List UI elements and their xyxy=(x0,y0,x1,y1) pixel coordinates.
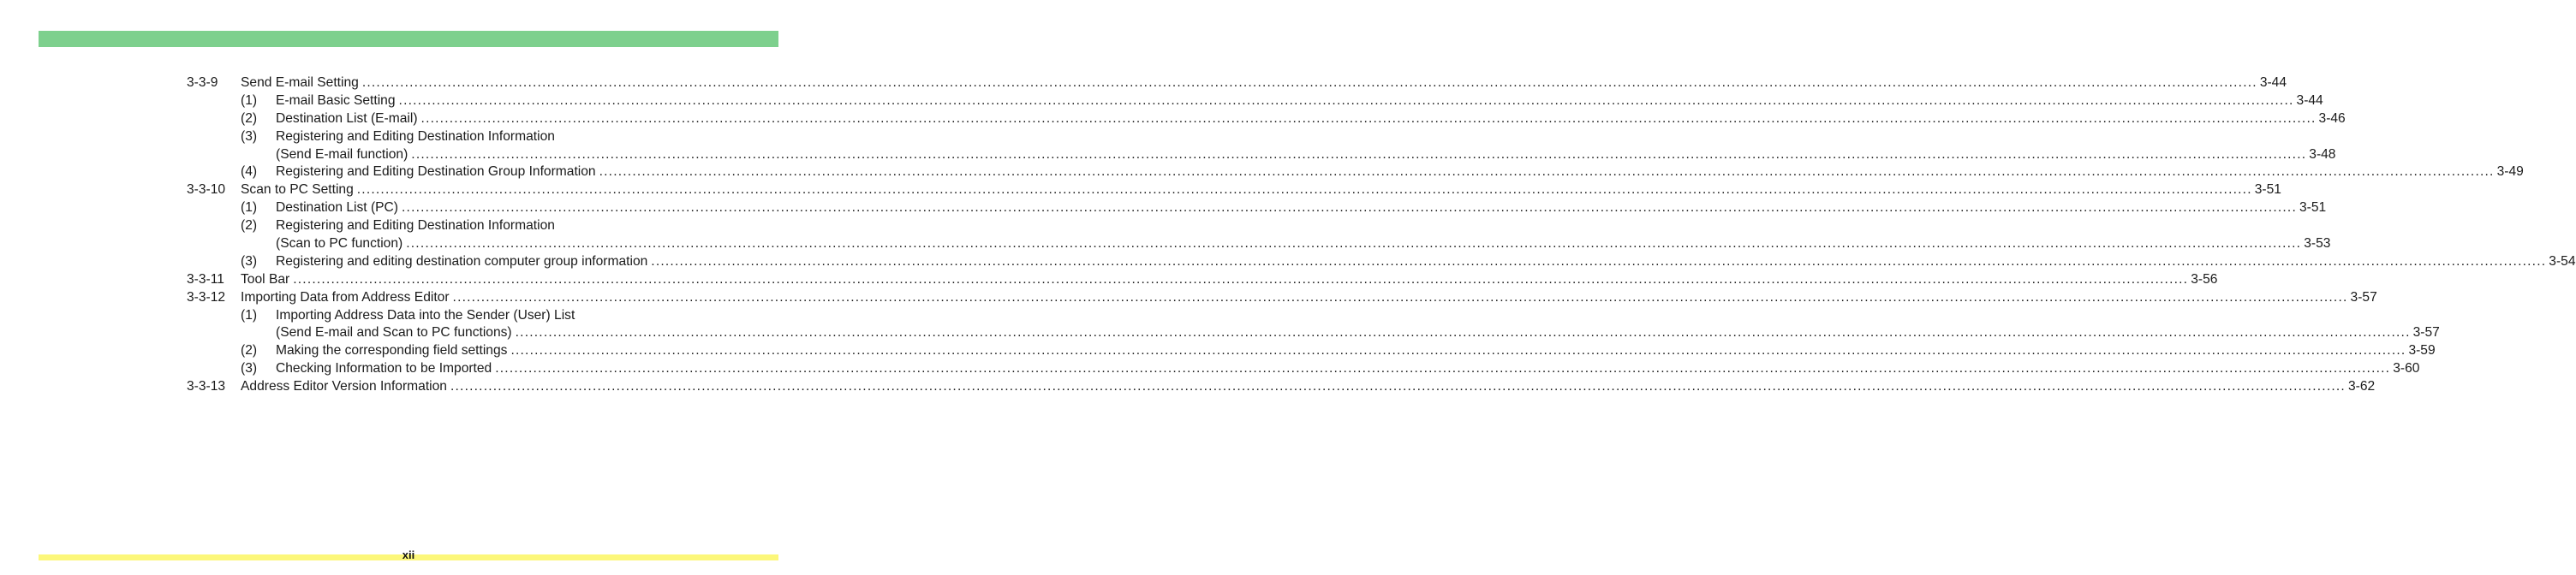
toc-entry xyxy=(187,360,2420,378)
dot-leader: ................................................................................................................................................................................................................................................................................................................................................................................................................ xyxy=(406,236,2302,252)
dot-leader: ................................................................................................................................................................................................................................................................................................................................................................................................................ xyxy=(402,200,2297,216)
dot-leader: ................................................................................................................................................................................................................................................................................................................................................................................................................ xyxy=(495,361,2391,376)
page-reference: 3-56 xyxy=(2191,271,2218,287)
table-of-contents xyxy=(187,74,2576,396)
page-reference: 3-60 xyxy=(2393,361,2420,376)
dot-leader: ................................................................................................................................................................................................................................................................................................................................................................................................................ xyxy=(361,75,2257,90)
subsection-number: (2) xyxy=(241,343,258,359)
subsection-number: (1) xyxy=(241,200,258,216)
entry-title: Address Editor Version Information xyxy=(241,379,447,394)
toc-entry xyxy=(187,128,750,146)
subsection-number: (3) xyxy=(241,361,258,376)
page-reference: 3-57 xyxy=(2412,325,2440,341)
toc-entry xyxy=(187,342,2436,360)
section-number: 3-3-9 xyxy=(187,75,218,90)
toc-entry xyxy=(187,163,2524,181)
page-reference: 3-46 xyxy=(2318,110,2346,126)
subsection-number: (2) xyxy=(241,110,258,126)
page-reference: 3-51 xyxy=(2299,200,2327,216)
page-reference: 3-53 xyxy=(2304,236,2331,252)
dot-leader: ................................................................................................................................................................................................................................................................................................................................................................................................................ xyxy=(651,253,2547,269)
entry-title: Registering and Editing Destination Information xyxy=(276,128,555,144)
dot-leader: ................................................................................................................................................................................................................................................................................................................................................................................................................ xyxy=(452,289,2348,305)
entry-title: E-mail Basic Setting xyxy=(276,92,396,108)
page-reference: 3-57 xyxy=(2350,289,2377,305)
page-reference: 3-44 xyxy=(2296,92,2323,108)
subsection-number: (3) xyxy=(241,128,258,144)
page-reference: 3-62 xyxy=(2347,379,2376,394)
toc-entry xyxy=(187,235,2331,253)
toc-entry xyxy=(187,253,2576,271)
dot-leader: ................................................................................................................................................................................................................................................................................................................................................................................................................ xyxy=(515,325,2411,341)
section-number: 3-3-11 xyxy=(187,271,224,287)
page-number: xii xyxy=(402,548,415,561)
entry-title: Destination List (E-mail) xyxy=(276,110,418,126)
dot-leader: ................................................................................................................................................................................................................................................................................................................................................................................................................ xyxy=(420,110,2317,126)
toc-entry xyxy=(187,217,750,235)
subsection-number: (3) xyxy=(241,253,258,269)
entry-title: Importing Address Data into the Sender (User) List xyxy=(276,307,575,323)
entry-title: Registering and Editing Destination Information xyxy=(276,218,555,234)
toc-entry xyxy=(187,307,750,325)
dot-leader: ................................................................................................................................................................................................................................................................................................................................................................................................................ xyxy=(411,146,2307,162)
page-reference: 3-51 xyxy=(2254,182,2281,198)
dot-leader: ................................................................................................................................................................................................................................................................................................................................................................................................................ xyxy=(398,92,2294,108)
section-number: 3-3-13 xyxy=(187,379,226,394)
toc-entry xyxy=(187,199,2327,217)
entry-title: (Send E-mail and Scan to PC functions) xyxy=(276,325,512,341)
toc-entry xyxy=(187,74,2287,92)
page-reference: 3-48 xyxy=(2309,146,2336,162)
dot-leader: ................................................................................................................................................................................................................................................................................................................................................................................................................ xyxy=(356,182,2252,198)
dot-leader: ................................................................................................................................................................................................................................................................................................................................................................................................................ xyxy=(293,271,2189,287)
toc-entry xyxy=(187,289,2377,307)
subsection-number: (4) xyxy=(241,164,258,180)
subsection-number: (1) xyxy=(241,92,258,108)
dot-leader: ................................................................................................................................................................................................................................................................................................................................................................................................................ xyxy=(510,343,2406,359)
section-number: 3-3-12 xyxy=(187,289,226,305)
entry-title: Destination List (PC) xyxy=(276,200,398,216)
page-reference: 3-44 xyxy=(2259,75,2287,90)
entry-title: Registering and Editing Destination Group Information xyxy=(276,164,596,180)
entry-title: Checking Information to be Imported xyxy=(276,361,492,376)
toc-entry xyxy=(187,378,2376,396)
entry-title: (Scan to PC function) xyxy=(276,236,403,252)
page-reference: 3-54 xyxy=(2549,253,2576,269)
entry-title: Importing Data from Address Editor xyxy=(241,289,450,305)
entry-title: Send E-mail Setting xyxy=(241,75,359,90)
entry-title: Tool Bar xyxy=(241,271,290,287)
page-reference: 3-49 xyxy=(2496,164,2524,180)
dot-leader: ................................................................................................................................................................................................................................................................................................................................................................................................................ xyxy=(599,164,2495,180)
entry-title: Registering and editing destination computer group information xyxy=(276,253,648,269)
subsection-number: (1) xyxy=(241,307,258,323)
header-bar xyxy=(39,31,778,47)
section-number: 3-3-10 xyxy=(187,182,226,198)
toc-entry xyxy=(187,271,2218,289)
entry-title: Making the corresponding field settings xyxy=(276,343,508,359)
toc-entry xyxy=(187,92,2323,110)
toc-entry xyxy=(187,110,2346,128)
toc-entry xyxy=(187,324,2440,342)
subsection-number: (2) xyxy=(241,218,258,234)
entry-title: Scan to PC Setting xyxy=(241,182,354,198)
toc-entry xyxy=(187,181,2281,199)
page-reference: 3-59 xyxy=(2408,343,2436,359)
dot-leader: ................................................................................................................................................................................................................................................................................................................................................................................................................ xyxy=(450,379,2346,394)
entry-title: (Send E-mail function) xyxy=(276,146,408,162)
toc-entry xyxy=(187,146,2336,164)
